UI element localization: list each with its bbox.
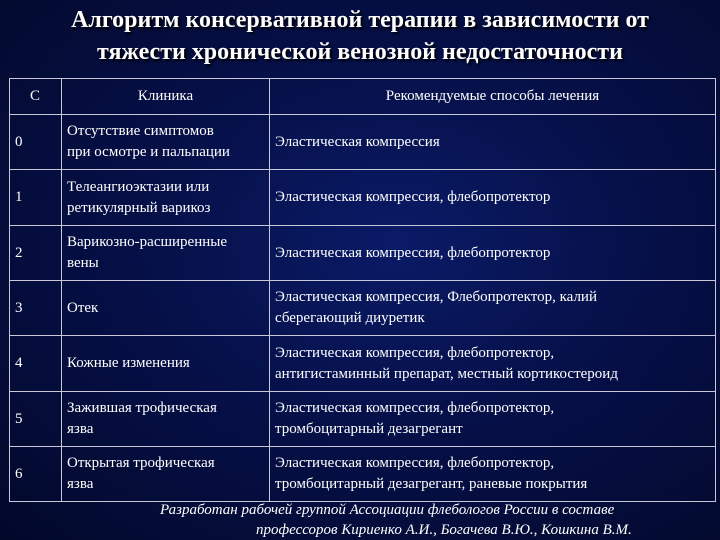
- table-header-row: [10, 79, 716, 115]
- treatment-line: Эластическая компрессия, флебопротектор,: [275, 400, 555, 416]
- clinic-line: Телеангиоэктазии или: [67, 178, 210, 195]
- table-row: [10, 115, 716, 170]
- treatment-line: Эластическая компрессия, флебопротектор,: [275, 455, 555, 471]
- title-line-2: тяжести хронической венозной недостаточности: [97, 39, 623, 65]
- treatment-cell: [270, 170, 716, 226]
- header-c: С: [10, 79, 62, 115]
- treatment-cell: [270, 392, 716, 447]
- class-cell: 6: [10, 447, 62, 502]
- clinic-line: Кожные изменения: [67, 355, 190, 371]
- treatment-line: антигистаминный препарат, местный кортикостероид: [275, 365, 618, 382]
- treatment-cell: [270, 115, 716, 170]
- treatment-cell: [270, 281, 716, 336]
- clinic-cell: [62, 115, 270, 170]
- footer-credit: [160, 500, 720, 540]
- clinic-cell: [62, 170, 270, 226]
- class-cell: 2: [10, 226, 62, 281]
- therapy-table: [9, 78, 716, 502]
- clinic-line: Отсутствие симптомов: [67, 123, 214, 139]
- treatment-line: тромбоцитарный дезагрегант, раневые покрытия: [275, 476, 588, 492]
- class-cell: 1: [10, 170, 62, 226]
- clinic-line: язва: [67, 476, 94, 492]
- table-row: [10, 336, 716, 392]
- treatment-line: Эластическая компрессия, флебопротектор: [275, 244, 551, 261]
- clinic-line: Отек: [67, 299, 99, 316]
- treatment-line: Эластическая компрессия: [275, 133, 440, 150]
- clinic-line: вены: [67, 255, 99, 271]
- table-row: [10, 447, 716, 502]
- treatment-cell: [270, 336, 716, 392]
- header-clinic: Клиника: [62, 79, 270, 115]
- class-cell: 5: [10, 392, 62, 447]
- clinic-line: ретикулярный варикоз: [67, 199, 211, 216]
- footer-line-1: Разработан рабочей группой Ассоциации флебологов России в составе: [160, 502, 615, 518]
- table-row: [10, 170, 716, 226]
- treatment-line: Эластическая компрессия, флебопротектор: [275, 189, 551, 205]
- treatment-cell: [270, 447, 716, 502]
- clinic-cell: [62, 336, 270, 392]
- clinic-cell: [62, 392, 270, 447]
- class-cell: 4: [10, 336, 62, 392]
- clinic-line: Зажившая трофическая: [67, 400, 217, 416]
- treatment-line: тромбоцитарный дезагрегант: [275, 421, 463, 437]
- table-row: [10, 226, 716, 281]
- clinic-cell: [62, 226, 270, 281]
- treatment-line: Эластическая компрессия, Флебопротектор, калий: [275, 289, 597, 305]
- clinic-line: Открытая трофическая: [67, 455, 215, 471]
- treatment-line: Эластическая компрессия, флебопротектор,: [275, 344, 555, 361]
- class-cell: 3: [10, 281, 62, 336]
- clinic-cell: [62, 281, 270, 336]
- class-cell: 0: [10, 115, 62, 170]
- treatment-line: сберегающий диуретик: [275, 310, 425, 326]
- treatment-cell: [270, 226, 716, 281]
- clinic-line: язва: [67, 421, 94, 437]
- clinic-cell: [62, 447, 270, 502]
- clinic-line: при осмотре и пальпации: [67, 144, 230, 160]
- title-line-1: Алгоритм консервативной терапии в зависимости от: [71, 7, 649, 33]
- table-row: [10, 392, 716, 447]
- table-row: [10, 281, 716, 336]
- page-title: [0, 4, 720, 68]
- clinic-line: Варикозно-расширенные: [67, 234, 228, 250]
- header-treatment: Рекомендуемые способы лечения: [270, 79, 716, 115]
- footer-line-2: профессоров Кириенко А.И., Богачева В.Ю., Кошкина В.М.: [256, 522, 632, 538]
